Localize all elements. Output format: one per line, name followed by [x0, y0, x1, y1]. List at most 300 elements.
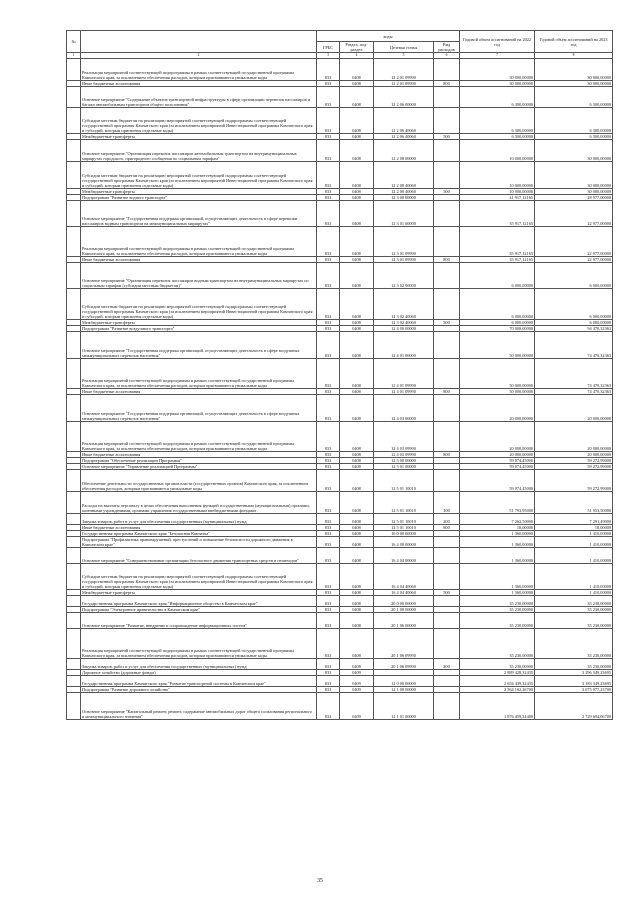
- row-name-cell: Закупка товаров, работ и услуг для обеспечения государственных (муниципальных) нужд: [81, 659, 317, 670]
- row-kind-cell: [434, 289, 460, 320]
- row-2023-cell: 30 000,00000: [535, 59, 613, 81]
- row-name-cell: Подпрограмма "Развитие дорожного хозяйства": [81, 687, 317, 693]
- row-2023-cell: 59 272,99000: [535, 470, 613, 492]
- row-target-cell: 12 4 01 09990: [374, 359, 434, 389]
- row-2022-cell: 30 000,00000: [460, 59, 535, 81]
- row-kind-cell: 800: [434, 81, 460, 87]
- row-2022-cell: 7 262,50000: [460, 514, 535, 525]
- row-section-cell: 0408: [340, 607, 374, 613]
- row-target-cell: 12 5 01 10010: [374, 470, 434, 492]
- row-grbs-cell: 833: [317, 514, 340, 525]
- page-number: 35: [317, 878, 323, 884]
- row-num-cell: [67, 537, 81, 548]
- row-grbs-cell: 833: [317, 422, 340, 452]
- row-grbs-cell: 833: [317, 548, 340, 564]
- row-kind-cell: [434, 613, 460, 629]
- row-grbs-cell: 833: [317, 289, 340, 320]
- row-section-cell: 0408: [340, 162, 374, 189]
- header-row: [67, 31, 613, 42]
- row-num-cell: [67, 470, 81, 492]
- row-2023-cell: 1 410,00000: [535, 548, 613, 564]
- row-kind-cell: 800: [434, 452, 460, 458]
- row-target-cell: 12 4 01 09990: [374, 389, 434, 395]
- row-section-cell: 0408: [340, 189, 374, 195]
- row-kind-cell: 500: [434, 590, 460, 596]
- row-section-cell: 0408: [340, 320, 374, 326]
- row-section-cell: 0408: [340, 596, 374, 607]
- row-2023-cell: 6 300,00000: [535, 87, 613, 108]
- row-num-cell: [67, 140, 81, 162]
- row-grbs-cell: 833: [317, 201, 340, 227]
- row-2022-cell: 10 000,00000: [460, 189, 535, 195]
- row-2023-cell: 74 470,32363: [535, 332, 613, 359]
- table-row: [67, 564, 613, 590]
- row-2023-cell: 30 000,00000: [535, 189, 613, 195]
- idx-cell: 5: [374, 53, 434, 59]
- row-2022-cell: 35 230,00000: [460, 659, 535, 670]
- row-section-cell: 0408: [340, 140, 374, 162]
- row-num-cell: [67, 59, 81, 81]
- row-target-cell: 16 4 00 00000: [374, 537, 434, 548]
- row-section-cell: 0408: [340, 395, 374, 422]
- row-name-cell: Основное мероприятие "Государственная поддержка организаций, осуществляющих деятельность в сфере воздушных межмуниципальных перевозок населения": [81, 332, 317, 359]
- row-2023-cell: 20 000,00000: [535, 422, 613, 452]
- row-name-cell: Субсидии местным бюджетам на реализацию мероприятий соответствующей подпрограммы соответствующей государственной программы Камчатского края (за исключением мероприятий Инвестиционной программы Камчатского края и субсидий, которым присвоены отдельные коды): [81, 564, 317, 590]
- row-name-cell: Дорожное хозяйство (дорожные фонды): [81, 670, 317, 676]
- row-2023-cell: 1 410,00000: [535, 531, 613, 537]
- row-section-cell: 0408: [340, 257, 374, 263]
- row-name-cell: Межбюджетные трансферты: [81, 320, 317, 326]
- row-num-cell: [67, 108, 81, 134]
- row-name-cell: Реализация мероприятий соответствующей подпрограммы в рамках соответствующей государственной программы Камчатского края, за исключением обеспечения расходов, которым присваиваются уникальные коды: [81, 629, 317, 659]
- row-kind-cell: 500: [434, 134, 460, 140]
- row-2023-cell: 22 977,00000: [535, 201, 613, 227]
- codes-header: коды: [317, 31, 460, 42]
- table-row: [67, 395, 613, 422]
- row-2023-cell: 30 000,00000: [535, 81, 613, 87]
- row-grbs-cell: 833: [317, 492, 340, 514]
- row-kind-cell: [434, 676, 460, 687]
- row-2023-cell: 28 977,00000: [535, 195, 613, 201]
- row-2022-cell: 30 000,00000: [460, 81, 535, 87]
- row-name-cell: Подпрограмма "Обеспечение реализации Программы": [81, 458, 317, 464]
- row-name-cell: Основное мероприятие "Содержание объектов транспортной инфраструктуры в сфере организации перевозок пассажиров и багажа автомобильным транспортом общего пользования": [81, 87, 317, 108]
- row-target-cell: 12 2 06 40060: [374, 108, 434, 134]
- row-2022-cell: 20 000,00000: [460, 395, 535, 422]
- row-kind-cell: [434, 359, 460, 389]
- row-target-cell: 12 1 00 00000: [374, 687, 434, 693]
- row-grbs-cell: 833: [317, 458, 340, 464]
- row-2023-cell: 35 230,00000: [535, 596, 613, 607]
- table-row: [67, 514, 613, 525]
- row-2023-cell: 22 977,00000: [535, 227, 613, 257]
- budget-table: [66, 30, 613, 720]
- row-2023-cell: 74 470,32363: [535, 389, 613, 395]
- row-section-cell: 0408: [340, 134, 374, 140]
- row-target-cell: 12 3 01 09990: [374, 227, 434, 257]
- row-2022-cell: 1 360,00000: [460, 590, 535, 596]
- row-2023-cell: 6 300,00000: [535, 108, 613, 134]
- row-num-cell: [67, 514, 81, 525]
- row-section-cell: 0408: [340, 108, 374, 134]
- row-section-cell: 0409: [340, 693, 374, 720]
- row-target-cell: 12 5 01 00000: [374, 464, 434, 470]
- row-kind-cell: [434, 87, 460, 108]
- row-target-cell: 12 1 01 00000: [374, 693, 434, 720]
- row-num-cell: [67, 359, 81, 389]
- row-name-cell: Основное мероприятие "Государственная поддержка организаций, осуществляющих деятельность в сфере перевозки пассажиров водным транспортом на межмуниципальных маршрутах": [81, 201, 317, 227]
- row-section-cell: 0408: [340, 263, 374, 289]
- row-2023-cell: 94 470,32363: [535, 326, 613, 332]
- row-2022-cell: 20 000,00000: [460, 452, 535, 458]
- row-name-cell: Основное мероприятие "Совершенствование организации безопасного движения транспортных средств и пешеходов": [81, 548, 317, 564]
- idx-cell: 7: [460, 53, 535, 59]
- row-grbs-cell: 833: [317, 332, 340, 359]
- row-section-cell: 0408: [340, 470, 374, 492]
- row-num-cell: [67, 227, 81, 257]
- row-grbs-cell: 833: [317, 134, 340, 140]
- row-grbs-cell: 833: [317, 227, 340, 257]
- table-row: [67, 201, 613, 227]
- row-section-cell: 0408: [340, 359, 374, 389]
- row-2023-cell: 30 000,00000: [535, 162, 613, 189]
- row-section-cell: 0408: [340, 289, 374, 320]
- row-kind-cell: [434, 548, 460, 564]
- row-2023-cell: 3 296 349,23695: [535, 670, 613, 676]
- row-target-cell: 12 2 08 40060: [374, 189, 434, 195]
- row-kind-cell: 100: [434, 492, 460, 514]
- row-2023-cell: 6 000,00000: [535, 263, 613, 289]
- row-section-cell: 0408: [340, 514, 374, 525]
- row-section-cell: 0409: [340, 670, 374, 676]
- row-section-cell: 0408: [340, 59, 374, 81]
- row-section-cell: 0408: [340, 452, 374, 458]
- row-2023-cell: 35 230,00000: [535, 659, 613, 670]
- row-2022-cell: 59 074,45000: [460, 464, 535, 470]
- row-section-cell: 0408: [340, 422, 374, 452]
- row-name-cell: Иные бюджетные ассигнования: [81, 452, 317, 458]
- row-2022-cell: 6 000,00000: [460, 289, 535, 320]
- row-target-cell: 12 2 08 00000: [374, 140, 434, 162]
- row-2023-cell: 1 410,00000: [535, 564, 613, 590]
- row-section-cell: 0408: [340, 389, 374, 395]
- row-grbs-cell: 833: [317, 537, 340, 548]
- row-grbs-cell: 833: [317, 140, 340, 162]
- row-2022-cell: 2 654 439,32435: [460, 676, 535, 687]
- section-header: Раздел, под-раздел: [340, 42, 374, 53]
- row-num-cell: [67, 201, 81, 227]
- table-row: [67, 537, 613, 548]
- table-row: [67, 332, 613, 359]
- row-grbs-cell: 833: [317, 613, 340, 629]
- row-target-cell: 20 1 00 00000: [374, 607, 434, 613]
- table-row: [67, 613, 613, 629]
- row-2022-cell: 1 360,00000: [460, 564, 535, 590]
- year-2022-header: Годовой объем ассигнований на 2022 год: [460, 31, 535, 53]
- row-kind-cell: 800: [434, 525, 460, 531]
- row-name-cell: Иные бюджетные ассигнования: [81, 81, 317, 87]
- row-target-cell: 12 3 01 09990: [374, 257, 434, 263]
- table-row: [67, 87, 613, 108]
- row-2023-cell: 35 230,00000: [535, 629, 613, 659]
- row-kind-cell: [434, 470, 460, 492]
- row-target-cell: 12 3 02 00000: [374, 263, 434, 289]
- row-grbs-cell: 833: [317, 531, 340, 537]
- row-2022-cell: 1 360,00000: [460, 531, 535, 537]
- row-num-cell: [67, 629, 81, 659]
- row-name-cell: Государственная программа Камчатского края "Безопасная Камчатка": [81, 531, 317, 537]
- row-name-cell: Основное мероприятие "Капитальный ремонт, ремонт, содержание автомобильных дорог общего пользования регионального и межмуниципального значения": [81, 693, 317, 720]
- row-target-cell: 16 4 04 40060: [374, 590, 434, 596]
- row-2022-cell: 35 230,00000: [460, 607, 535, 613]
- row-target-cell: 16 0 00 00000: [374, 531, 434, 537]
- table-row: [67, 108, 613, 134]
- row-2022-cell: 2 889 428,32435: [460, 670, 535, 676]
- row-section-cell: 0408: [340, 531, 374, 537]
- row-num-cell: [67, 676, 81, 687]
- row-grbs-cell: 833: [317, 395, 340, 422]
- row-section-cell: 0408: [340, 492, 374, 514]
- row-grbs-cell: 833: [317, 464, 340, 470]
- row-name-cell: Закупка товаров, работ и услуг для обеспечения государственных (муниципальных) нужд: [81, 514, 317, 525]
- row-2023-cell: 18,00000: [535, 525, 613, 531]
- row-kind-cell: [434, 108, 460, 134]
- table-row: [67, 289, 613, 320]
- row-name-cell: Межбюджетные трансферты: [81, 134, 317, 140]
- row-kind-cell: 500: [434, 189, 460, 195]
- row-section-cell: 0408: [340, 195, 374, 201]
- row-2022-cell: 10 000,00000: [460, 162, 535, 189]
- row-grbs-cell: 833: [317, 607, 340, 613]
- row-grbs-cell: 833: [317, 108, 340, 134]
- row-num-cell: [67, 263, 81, 289]
- row-target-cell: 12 3 01 00000: [374, 201, 434, 227]
- row-target-cell: 12 4 00 00000: [374, 326, 434, 332]
- table-row: [67, 162, 613, 189]
- row-target-cell: 12 4 01 00000: [374, 332, 434, 359]
- idx-cell: 1: [67, 53, 81, 59]
- target-header: Целевая статья: [374, 42, 434, 53]
- row-section-cell: 0408: [340, 458, 374, 464]
- row-2023-cell: 1 410,00000: [535, 590, 613, 596]
- row-2023-cell: 7 291,49000: [535, 514, 613, 525]
- row-name-cell: Подпрограмма "Электронное правительство в Камчатском крае": [81, 607, 317, 613]
- row-2023-cell: 1 410,00000: [535, 537, 613, 548]
- row-2022-cell: 6 000,00000: [460, 320, 535, 326]
- row-2023-cell: 20 000,00000: [535, 395, 613, 422]
- row-section-cell: 0408: [340, 564, 374, 590]
- row-num-cell: [67, 422, 81, 452]
- table-row: [67, 693, 613, 720]
- row-target-cell: 20 1 06 09990: [374, 629, 434, 659]
- row-2022-cell: 6 300,00000: [460, 134, 535, 140]
- row-kind-cell: [434, 629, 460, 659]
- row-kind-cell: [434, 227, 460, 257]
- row-num-cell: [67, 332, 81, 359]
- row-2022-cell: 20 000,00000: [460, 422, 535, 452]
- row-kind-cell: [434, 332, 460, 359]
- row-grbs-cell: 833: [317, 189, 340, 195]
- row-section-cell: 0408: [340, 87, 374, 108]
- row-grbs-cell: 833: [317, 162, 340, 189]
- row-target-cell: 12 0 00 00000: [374, 676, 434, 687]
- row-num-cell: [67, 289, 81, 320]
- row-num-cell: [67, 693, 81, 720]
- row-section-cell: 0408: [340, 227, 374, 257]
- row-target-cell: 12 5 01 10010: [374, 514, 434, 525]
- row-2022-cell: 50 000,00000: [460, 359, 535, 389]
- row-name-cell: Подпрограмма "Развитие воздушного транспорта": [81, 326, 317, 332]
- row-kind-cell: [434, 537, 460, 548]
- row-name-cell: Иные бюджетные ассигнования: [81, 525, 317, 531]
- idx-cell: 3: [317, 53, 340, 59]
- row-kind-cell: [434, 596, 460, 607]
- row-grbs-cell: 833: [317, 326, 340, 332]
- row-target-cell: 12 2 01 09990: [374, 81, 434, 87]
- row-name-cell: Подпрограмма "Развитие водного транспорта": [81, 195, 317, 201]
- row-kind-cell: [434, 140, 460, 162]
- kind-header: Вид расходов: [434, 42, 460, 53]
- row-name-cell: Реализация мероприятий соответствующей подпрограммы в рамках соответствующей государственной программы Камчатского края, за исключением обеспечения расходов, которым присваиваются уникальные коды: [81, 59, 317, 81]
- row-2022-cell: 10 000,00000: [460, 140, 535, 162]
- grbs-header: ГРБС: [317, 42, 340, 53]
- row-section-cell: 0408: [340, 548, 374, 564]
- row-target-cell: 12 4 03 09990: [374, 422, 434, 452]
- row-target-cell: 12 2 06 00000: [374, 87, 434, 108]
- table-row: [67, 596, 613, 607]
- row-kind-cell: 800: [434, 257, 460, 263]
- row-name-cell: Обеспечение деятельности государственных органов власти (государственных органов) Камчатского края, за исключением обеспечения расходов, которым присваиваются уникальные коды: [81, 470, 317, 492]
- row-num-cell: [67, 564, 81, 590]
- row-name-cell: Государственная программа Камчатского края "Информационное общество в Камчатском крае": [81, 596, 317, 607]
- name-header: [81, 31, 317, 53]
- table-row: [67, 629, 613, 659]
- row-2022-cell: 51 793,95000: [460, 492, 535, 514]
- row-section-cell: 0408: [340, 537, 374, 548]
- row-kind-cell: [434, 201, 460, 227]
- row-grbs-cell: 833: [317, 676, 340, 687]
- idx-cell: 8: [535, 53, 613, 59]
- row-2022-cell: 35 230,00000: [460, 596, 535, 607]
- row-grbs-cell: 833: [317, 687, 340, 693]
- row-num-cell: [67, 548, 81, 564]
- row-target-cell: 16 4 04 00000: [374, 548, 434, 564]
- row-num-cell: [67, 492, 81, 514]
- row-2022-cell: 59 074,45000: [460, 458, 535, 464]
- row-target-cell: 12 2 01 09990: [374, 59, 434, 81]
- row-name-cell: Основное мероприятие "Управление реализацией Программы": [81, 464, 317, 470]
- row-grbs-cell: 833: [317, 195, 340, 201]
- row-grbs-cell: 833: [317, 263, 340, 289]
- row-grbs-cell: 833: [317, 320, 340, 326]
- row-2023-cell: 2 729 694,06700: [535, 693, 613, 720]
- row-name-cell: Иные бюджетные ассигнования: [81, 257, 317, 263]
- row-grbs-cell: 833: [317, 470, 340, 492]
- row-grbs-cell: 833: [317, 564, 340, 590]
- table-row: [67, 227, 613, 257]
- row-grbs-cell: 833: [317, 81, 340, 87]
- idx-cell: 6: [434, 53, 460, 59]
- row-2022-cell: 2 564 162,26700: [460, 687, 535, 693]
- row-kind-cell: [434, 564, 460, 590]
- row-2022-cell: 70 000,00000: [460, 326, 535, 332]
- row-section-cell: 0408: [340, 629, 374, 659]
- table-row: [67, 548, 613, 564]
- year-2023-header: Годовой объем ассигнований на 2023 год: [535, 31, 613, 53]
- row-section-cell: 0408: [340, 659, 374, 670]
- row-2023-cell: 35 230,00000: [535, 613, 613, 629]
- row-grbs-cell: 833: [317, 87, 340, 108]
- row-target-cell: 12 3 02 40060: [374, 289, 434, 320]
- table-row: [67, 676, 613, 687]
- row-kind-cell: [434, 395, 460, 422]
- row-section-cell: 0408: [340, 326, 374, 332]
- row-2023-cell: 59 272,99000: [535, 464, 613, 470]
- row-num-cell: [67, 162, 81, 189]
- row-2022-cell: 1 360,00000: [460, 548, 535, 564]
- row-2022-cell: 1 876 459,24400: [460, 693, 535, 720]
- row-section-cell: 0409: [340, 687, 374, 693]
- row-grbs-cell: 833: [317, 596, 340, 607]
- row-2022-cell: 50 000,00000: [460, 389, 535, 395]
- row-2023-cell: 6 300,00000: [535, 134, 613, 140]
- row-grbs-cell: 833: [317, 693, 340, 720]
- row-name-cell: Субсидии местным бюджетам на реализацию мероприятий соответствующей подпрограммы соответствующей государственной программы Камчатского края (за исключением мероприятий Инвестиционной программы Камчатского края и субсидий, которым присвоены отдельные коды): [81, 289, 317, 320]
- row-name-cell: Иные бюджетные ассигнования: [81, 389, 317, 395]
- row-name-cell: Субсидии местным бюджетам на реализацию мероприятий соответствующей подпрограммы соответствующей государственной программы Камчатского края (за исключением мероприятий Инвестиционной программы Камчатского края и субсидий, которым присвоены отдельные коды): [81, 108, 317, 134]
- row-kind-cell: 200: [434, 514, 460, 525]
- row-target-cell: 16 4 04 40060: [374, 564, 434, 590]
- row-section-cell: 0408: [340, 332, 374, 359]
- row-2023-cell: 35 230,00000: [535, 607, 613, 613]
- row-section-cell: 0408: [340, 613, 374, 629]
- row-num-cell: [67, 659, 81, 670]
- row-target-cell: 20 0 00 00000: [374, 596, 434, 607]
- row-2023-cell: 51 953,50000: [535, 492, 613, 514]
- num-header: №: [67, 31, 81, 53]
- row-target-cell: 12 5 01 10010: [374, 525, 434, 531]
- row-kind-cell: [434, 693, 460, 720]
- row-2022-cell: 35 230,00000: [460, 613, 535, 629]
- row-target-cell: 12 5 00 00000: [374, 458, 434, 464]
- row-grbs-cell: 833: [317, 525, 340, 531]
- row-2022-cell: 41 917,12165: [460, 195, 535, 201]
- row-kind-cell: [434, 162, 460, 189]
- row-2023-cell: 6 000,00000: [535, 320, 613, 326]
- row-2022-cell: 59 074,45000: [460, 470, 535, 492]
- row-section-cell: 0409: [340, 676, 374, 687]
- row-name-cell: Основное мероприятие "Организация перевозок пассажиров автомобильным транспортом на внутримуниципальных маршрутах городского, пригородного сообщения по социальным тарифам": [81, 140, 317, 162]
- row-2023-cell: 22 977,00000: [535, 257, 613, 263]
- row-name-cell: Межбюджетные трансферты: [81, 590, 317, 596]
- row-kind-cell: [434, 59, 460, 81]
- row-2023-cell: 30 000,00000: [535, 140, 613, 162]
- row-grbs-cell: 833: [317, 629, 340, 659]
- row-name-cell: Основное мероприятие "Государственная поддержка организаций, осуществляющих деятельность в сфере воздушных межмуниципальных перевозок населения": [81, 395, 317, 422]
- row-2023-cell: 59 272,99000: [535, 458, 613, 464]
- row-grbs-cell: 833: [317, 257, 340, 263]
- row-2022-cell: 1 360,00000: [460, 537, 535, 548]
- row-grbs-cell: 833: [317, 359, 340, 389]
- row-name-cell: Реализация мероприятий соответствующей подпрограммы в рамках соответствующей государственной программы Камчатского края, за исключением обеспечения расходов, которым присваиваются уникальные коды: [81, 359, 317, 389]
- table-row: [67, 492, 613, 514]
- row-2023-cell: 3 075 977,23700: [535, 687, 613, 693]
- row-target-cell: 12 3 02 40060: [374, 320, 434, 326]
- idx-cell: 2: [81, 53, 317, 59]
- row-2022-cell: 50 000,00000: [460, 332, 535, 359]
- budget-table-container: [66, 30, 612, 720]
- row-2022-cell: 6 300,00000: [460, 108, 535, 134]
